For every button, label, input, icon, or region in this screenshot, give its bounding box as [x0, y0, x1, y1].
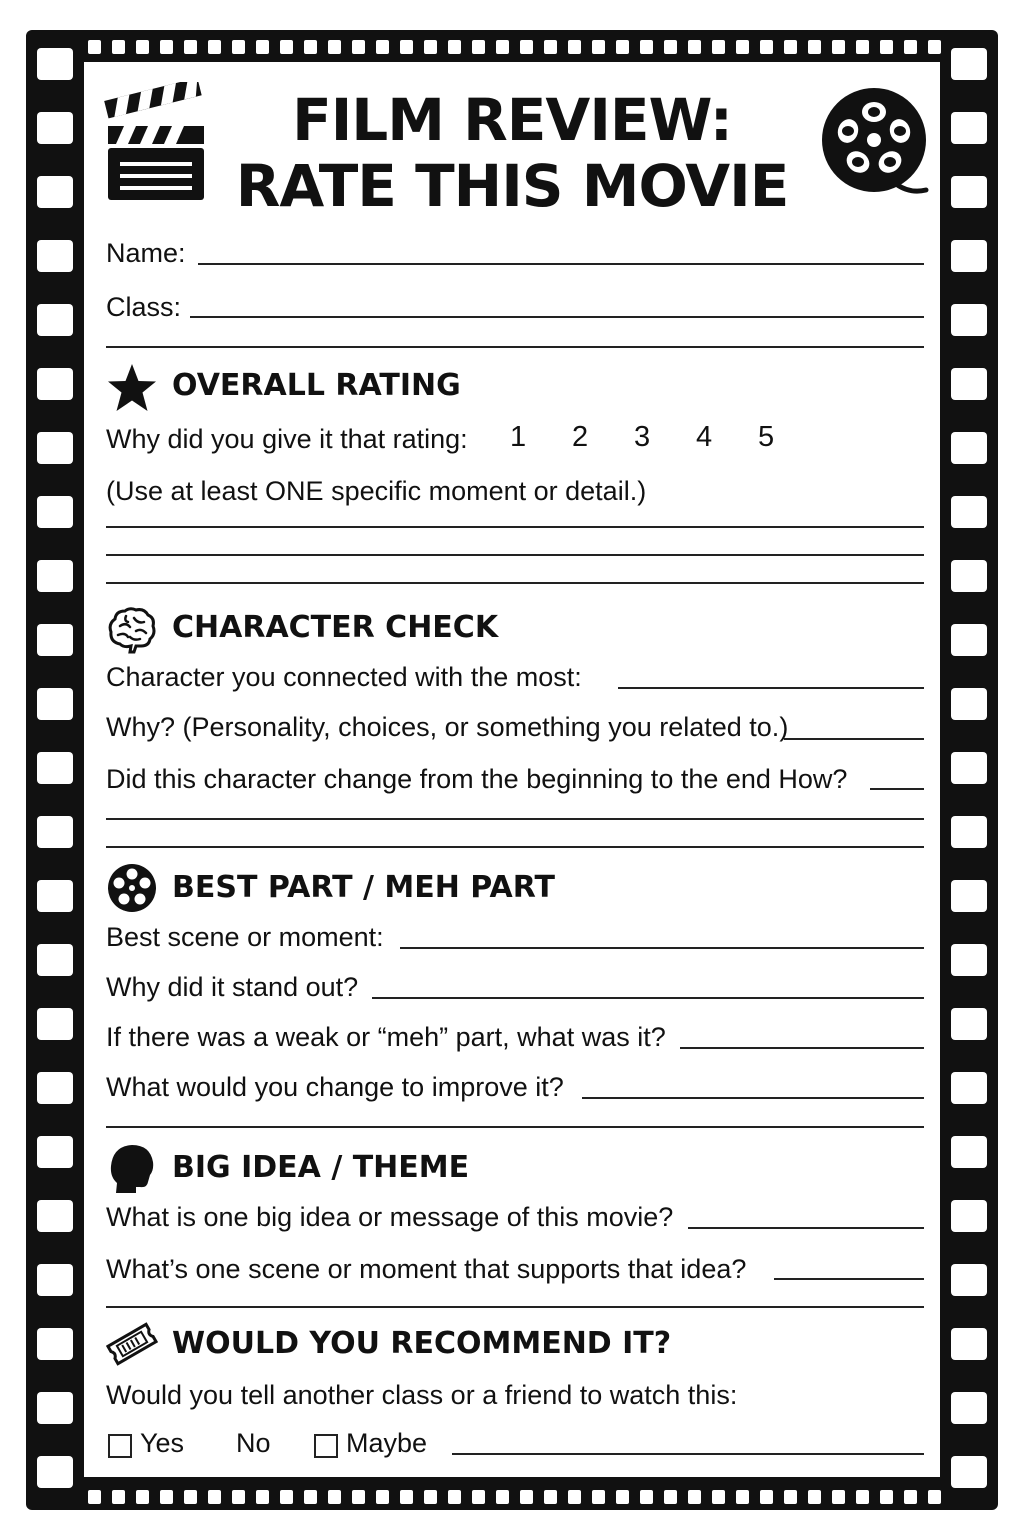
- film-perforation: [951, 368, 987, 400]
- answer-line[interactable]: [688, 1227, 924, 1229]
- film-perforation: [712, 40, 725, 54]
- film-perforation: [37, 1392, 73, 1424]
- film-perforation: [352, 40, 365, 54]
- film-perforation: [951, 624, 987, 656]
- film-perforation: [472, 1490, 485, 1504]
- film-perforation: [400, 40, 413, 54]
- answer-line[interactable]: [870, 788, 924, 790]
- film-perforation: [37, 1200, 73, 1232]
- film-perforation: [951, 496, 987, 528]
- film-perforation: [544, 1490, 557, 1504]
- film-perforation: [784, 40, 797, 54]
- answer-line[interactable]: [680, 1047, 924, 1049]
- film-perforation: [856, 1490, 869, 1504]
- overall-hint: (Use at least ONE specific moment or detail.): [106, 476, 647, 506]
- film-perforation: [951, 1072, 987, 1104]
- film-perforation: [951, 688, 987, 720]
- maybe-checkbox[interactable]: [314, 1434, 338, 1458]
- rating-5[interactable]: 5: [758, 421, 775, 453]
- film-perforation: [951, 1456, 987, 1488]
- film-perforation: [951, 1008, 987, 1040]
- character-check-heading: CHARACTER CHECK: [172, 610, 499, 645]
- film-perforation: [664, 40, 677, 54]
- film-perforation: [592, 40, 605, 54]
- film-perforation: [37, 48, 73, 80]
- overall-rating-heading: OVERALL RATING: [172, 368, 461, 403]
- answer-line[interactable]: [784, 738, 924, 740]
- film-reel-icon: [818, 86, 930, 198]
- film-perforation: [688, 1490, 701, 1504]
- film-perforation: [951, 112, 987, 144]
- answer-line[interactable]: [452, 1453, 924, 1455]
- film-perforation: [951, 880, 987, 912]
- yes-label: Yes: [140, 1428, 185, 1458]
- divider-line: [106, 1306, 924, 1308]
- film-perforation: [904, 1490, 917, 1504]
- film-perforation: [256, 40, 269, 54]
- film-perforation: [160, 1490, 173, 1504]
- theme-q1: What is one big idea or message of this movie?: [106, 1202, 674, 1232]
- film-perforation: [496, 40, 509, 54]
- best-q4: What would you change to improve it?: [106, 1072, 564, 1102]
- film-perforation: [616, 1490, 629, 1504]
- answer-line[interactable]: [372, 997, 924, 999]
- film-perforation: [424, 40, 437, 54]
- overall-question: Why did you give it that rating:: [106, 424, 468, 454]
- film-perforation: [37, 368, 73, 400]
- answer-line[interactable]: [106, 582, 924, 584]
- film-perforation: [400, 1490, 413, 1504]
- film-holes-right: [940, 30, 998, 1510]
- film-perforation: [760, 1490, 773, 1504]
- film-perforation: [328, 40, 341, 54]
- film-perforation: [951, 816, 987, 848]
- class-label: Class:: [106, 292, 182, 322]
- answer-line[interactable]: [106, 554, 924, 556]
- title-line-1: FILM REVIEW:: [292, 86, 732, 154]
- answer-line[interactable]: [106, 846, 924, 848]
- film-perforation: [88, 40, 101, 54]
- film-perforation: [136, 40, 149, 54]
- film-holes-left: [26, 30, 84, 1510]
- film-perforation: [951, 560, 987, 592]
- film-perforation: [376, 1490, 389, 1504]
- film-perforation: [304, 40, 317, 54]
- film-perforation: [208, 1490, 221, 1504]
- big-idea-heading: BIG IDEA / THEME: [172, 1150, 470, 1185]
- film-perforation: [37, 688, 73, 720]
- character-q3: Did this character change from the beginning to the end How?: [106, 764, 848, 794]
- film-perforation: [951, 1328, 987, 1360]
- film-perforation: [37, 1328, 73, 1360]
- film-perforation: [640, 1490, 653, 1504]
- worksheet: [84, 62, 940, 1477]
- theme-q2: What’s one scene or moment that supports that idea?: [106, 1254, 747, 1284]
- film-perforation: [664, 1490, 677, 1504]
- name-label: Name:: [106, 238, 186, 268]
- film-perforation: [808, 1490, 821, 1504]
- film-perforation: [832, 1490, 845, 1504]
- film-perforation: [232, 40, 245, 54]
- film-perforation: [928, 40, 941, 54]
- film-perforation: [736, 1490, 749, 1504]
- film-perforation: [520, 1490, 533, 1504]
- film-reel-small-icon: [106, 862, 158, 914]
- best-part-heading: BEST PART / MEH PART: [172, 870, 555, 905]
- film-perforation: [256, 1490, 269, 1504]
- film-perforation: [856, 40, 869, 54]
- film-perforation: [37, 1008, 73, 1040]
- brain-icon: [106, 604, 158, 656]
- film-perforation: [88, 1490, 101, 1504]
- rating-1[interactable]: 1: [510, 421, 527, 453]
- film-perforation: [951, 1392, 987, 1424]
- film-perforation: [832, 40, 845, 54]
- maybe-label: Maybe: [346, 1428, 428, 1458]
- film-perforation: [37, 496, 73, 528]
- film-perforation: [184, 1490, 197, 1504]
- rating-4[interactable]: 4: [696, 421, 713, 453]
- film-perforation: [951, 1264, 987, 1296]
- film-perforation: [951, 432, 987, 464]
- film-perforation: [951, 304, 987, 336]
- film-perforation: [928, 1490, 941, 1504]
- film-perforation: [112, 1490, 125, 1504]
- film-perforation: [448, 1490, 461, 1504]
- film-perforation: [808, 40, 821, 54]
- film-perforation: [376, 40, 389, 54]
- divider-line: [106, 1126, 924, 1128]
- film-perforation: [688, 40, 701, 54]
- yes-checkbox[interactable]: [108, 1434, 132, 1458]
- film-perforation: [136, 1490, 149, 1504]
- no-label[interactable]: No: [236, 1428, 271, 1458]
- recommend-question: Would you tell another class or a friend to watch this:: [106, 1380, 738, 1410]
- film-perforation: [208, 40, 221, 54]
- film-holes-bottom: [84, 1480, 940, 1510]
- film-perforation: [37, 880, 73, 912]
- film-perforation: [352, 1490, 365, 1504]
- film-perforation: [37, 560, 73, 592]
- film-perforation: [112, 40, 125, 54]
- film-perforation: [568, 40, 581, 54]
- film-perforation: [736, 40, 749, 54]
- film-perforation: [784, 1490, 797, 1504]
- film-perforation: [280, 40, 293, 54]
- film-perforation: [712, 1490, 725, 1504]
- film-perforation: [951, 944, 987, 976]
- film-perforation: [37, 944, 73, 976]
- best-q3: If there was a weak or “meh” part, what was it?: [106, 1022, 666, 1052]
- best-q1: Best scene or moment:: [106, 922, 384, 952]
- film-perforation: [951, 752, 987, 784]
- film-perforation: [304, 1490, 317, 1504]
- answer-line[interactable]: [774, 1278, 924, 1280]
- film-perforation: [37, 176, 73, 208]
- ticket-icon: [106, 1318, 158, 1370]
- film-perforation: [616, 40, 629, 54]
- film-perforation: [951, 240, 987, 272]
- film-perforation: [280, 1490, 293, 1504]
- film-perforation: [544, 40, 557, 54]
- film-perforation: [951, 1136, 987, 1168]
- head-silhouette-icon: [106, 1142, 158, 1194]
- film-perforation: [37, 816, 73, 848]
- film-perforation: [951, 1200, 987, 1232]
- film-perforation: [904, 40, 917, 54]
- film-perforation: [37, 112, 73, 144]
- film-perforation: [880, 40, 893, 54]
- film-perforation: [472, 40, 485, 54]
- best-q2: Why did it stand out?: [106, 972, 359, 1002]
- film-holes-top: [84, 30, 940, 60]
- answer-line[interactable]: [106, 526, 924, 528]
- film-perforation: [640, 40, 653, 54]
- film-perforation: [760, 40, 773, 54]
- answer-line[interactable]: [400, 947, 924, 949]
- film-perforation: [951, 176, 987, 208]
- title-line-2: RATE THIS MOVIE: [235, 152, 789, 220]
- rating-3[interactable]: 3: [634, 421, 651, 453]
- film-perforation: [160, 40, 173, 54]
- answer-line[interactable]: [582, 1097, 924, 1099]
- name-line[interactable]: [198, 263, 924, 265]
- film-perforation: [37, 1456, 73, 1488]
- film-perforation: [448, 40, 461, 54]
- divider-line: [106, 346, 924, 348]
- recommend-heading: WOULD YOU RECOMMEND IT?: [172, 1326, 672, 1361]
- class-line[interactable]: [190, 316, 924, 318]
- film-perforation: [424, 1490, 437, 1504]
- film-perforation: [496, 1490, 509, 1504]
- character-q1: Character you connected with the most:: [106, 662, 582, 692]
- film-perforation: [37, 752, 73, 784]
- film-perforation: [328, 1490, 341, 1504]
- film-perforation: [37, 304, 73, 336]
- rating-2[interactable]: 2: [572, 421, 589, 453]
- answer-line[interactable]: [618, 687, 924, 689]
- film-perforation: [37, 240, 73, 272]
- film-perforation: [520, 40, 533, 54]
- film-perforation: [37, 624, 73, 656]
- character-q2: Why? (Personality, choices, or something you related to.): [106, 712, 789, 742]
- film-perforation: [37, 1136, 73, 1168]
- film-perforation: [37, 432, 73, 464]
- film-perforation: [184, 40, 197, 54]
- film-perforation: [951, 48, 987, 80]
- film-perforation: [232, 1490, 245, 1504]
- film-perforation: [880, 1490, 893, 1504]
- film-perforation: [37, 1264, 73, 1296]
- film-perforation: [592, 1490, 605, 1504]
- film-perforation: [37, 1072, 73, 1104]
- star-icon: [106, 362, 158, 414]
- answer-line[interactable]: [106, 818, 924, 820]
- film-perforation: [568, 1490, 581, 1504]
